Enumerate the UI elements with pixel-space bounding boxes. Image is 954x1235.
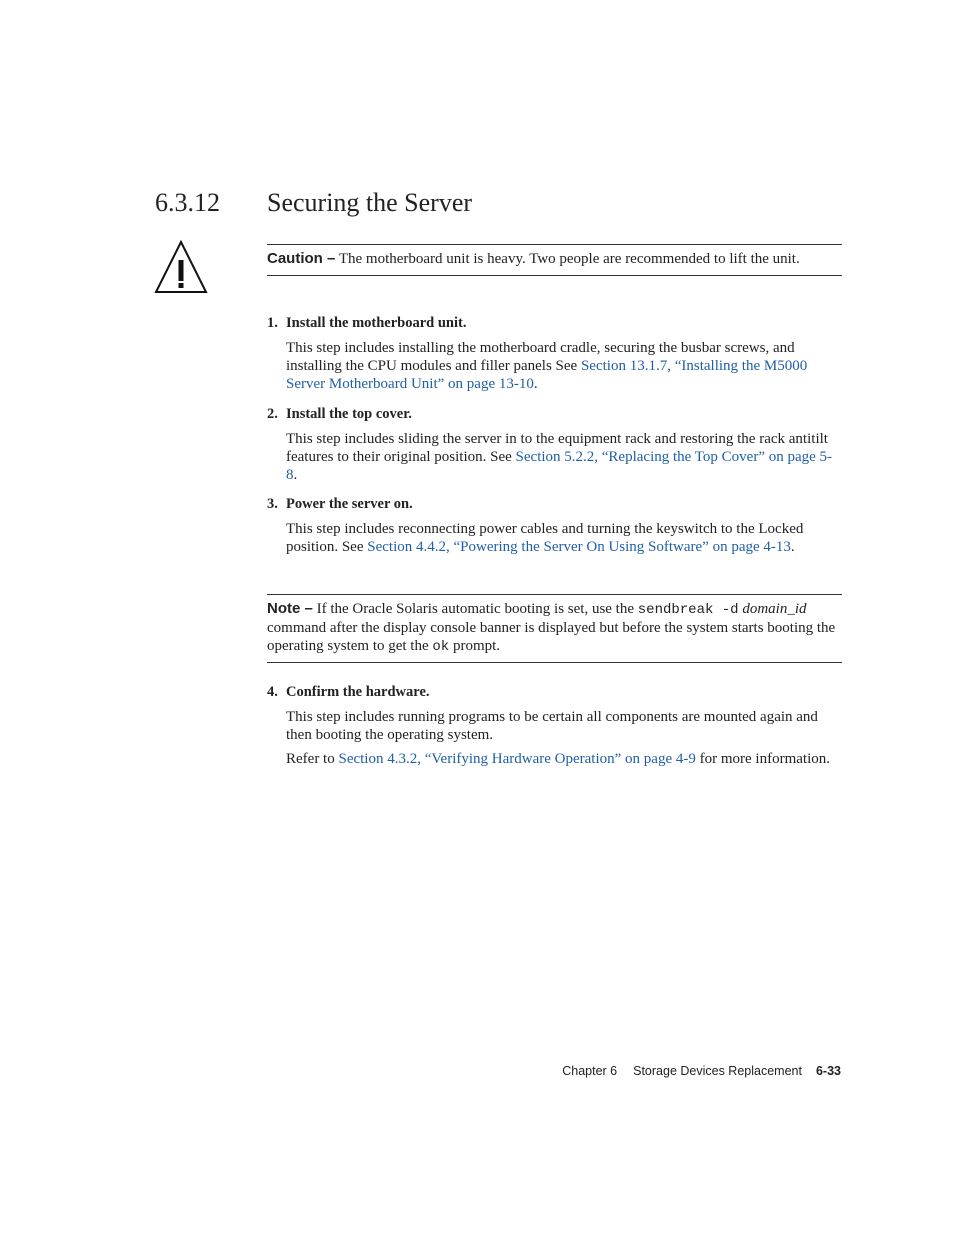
step-2-text: This step includes sliding the server in to the equipment rack and restoring the rack antitilt features to their original position. See (286, 431, 828, 465)
note-callout (267, 594, 842, 663)
step-4-refer-pre: Refer to (286, 751, 339, 767)
section-number: 6.3.12 (155, 188, 220, 217)
step-1-text: This step includes installing the motherboard cradle, securing the busbar screws, and installing the CPU modules and filler panels See (286, 340, 795, 374)
step-2-title: Install the top cover. (286, 406, 412, 422)
step-2-number: 2. (267, 406, 278, 422)
page-footer (562, 1064, 841, 1078)
step-4-title: Confirm the hardware. (286, 684, 430, 700)
step-1-link[interactable]: Section 13.1.7, “Installing the M5000 Server Motherboard Unit” on page 13-10 (286, 358, 808, 392)
note-text-3: prompt. (449, 638, 501, 654)
footer-chapter-title: Storage Devices Replacement (633, 1064, 802, 1078)
step-1-title: Install the motherboard unit. (286, 315, 467, 331)
step-4-body: This step includes running programs to be certain all components are mounted again and then booting the operating system. (286, 709, 818, 743)
note-text-1: If the Oracle Solaris automatic booting is set, use the (316, 601, 638, 617)
step-4-heading (267, 683, 842, 701)
note-domain-id: domain_id (742, 601, 807, 617)
step-2 (267, 405, 842, 484)
step-4-refer (267, 750, 842, 768)
warning-triangle-icon (154, 240, 208, 294)
step-4-refer-post: for more information. (695, 751, 831, 767)
step-3-number: 3. (267, 496, 278, 512)
note-text-2: command after the display console banner is displayed but before the system starts booting the operating system to get the (267, 620, 836, 654)
step-3-after: . (790, 539, 795, 555)
step-2-after: . (293, 467, 298, 483)
step-2-body (267, 430, 842, 484)
step-4-link[interactable]: Section 4.3.2, “Verifying Hardware Operation” on page 4-9 (338, 751, 696, 767)
note-ok: ok (432, 639, 450, 655)
section-title: Securing the Server (267, 188, 473, 217)
step-3-heading (267, 495, 842, 513)
footer-chapter: Chapter 6 (562, 1064, 618, 1078)
step-3-body (267, 520, 842, 556)
step-3-title: Power the server on. (286, 496, 413, 512)
step-1-after: . (533, 376, 538, 392)
step-1-heading (267, 314, 842, 332)
step-3 (267, 495, 842, 556)
caution-text: The motherboard unit is heavy. Two people are recommended to lift the unit. (338, 251, 800, 267)
step-3-link[interactable]: Section 4.4.2, “Powering the Server On Using Software” on page 4-13 (367, 539, 791, 555)
step-4-number: 4. (267, 684, 278, 700)
note-label: Note – (267, 600, 313, 617)
step-1 (267, 314, 842, 393)
step-2-link[interactable]: Section 5.2.2, “Replacing the Top Cover” on page 5-8 (286, 449, 833, 483)
note-command: sendbreak -d (637, 602, 739, 618)
step-1-number: 1. (267, 315, 278, 331)
step-2-heading (267, 405, 842, 423)
step-4 (267, 683, 842, 768)
caution-callout (267, 244, 842, 276)
step-1-body (267, 339, 842, 393)
step-3-text: This step includes reconnecting power cables and turning the keyswitch to the Locked position. See (286, 521, 804, 555)
caution-label: Caution – (267, 250, 336, 267)
footer-page-number: 6-33 (815, 1064, 841, 1078)
